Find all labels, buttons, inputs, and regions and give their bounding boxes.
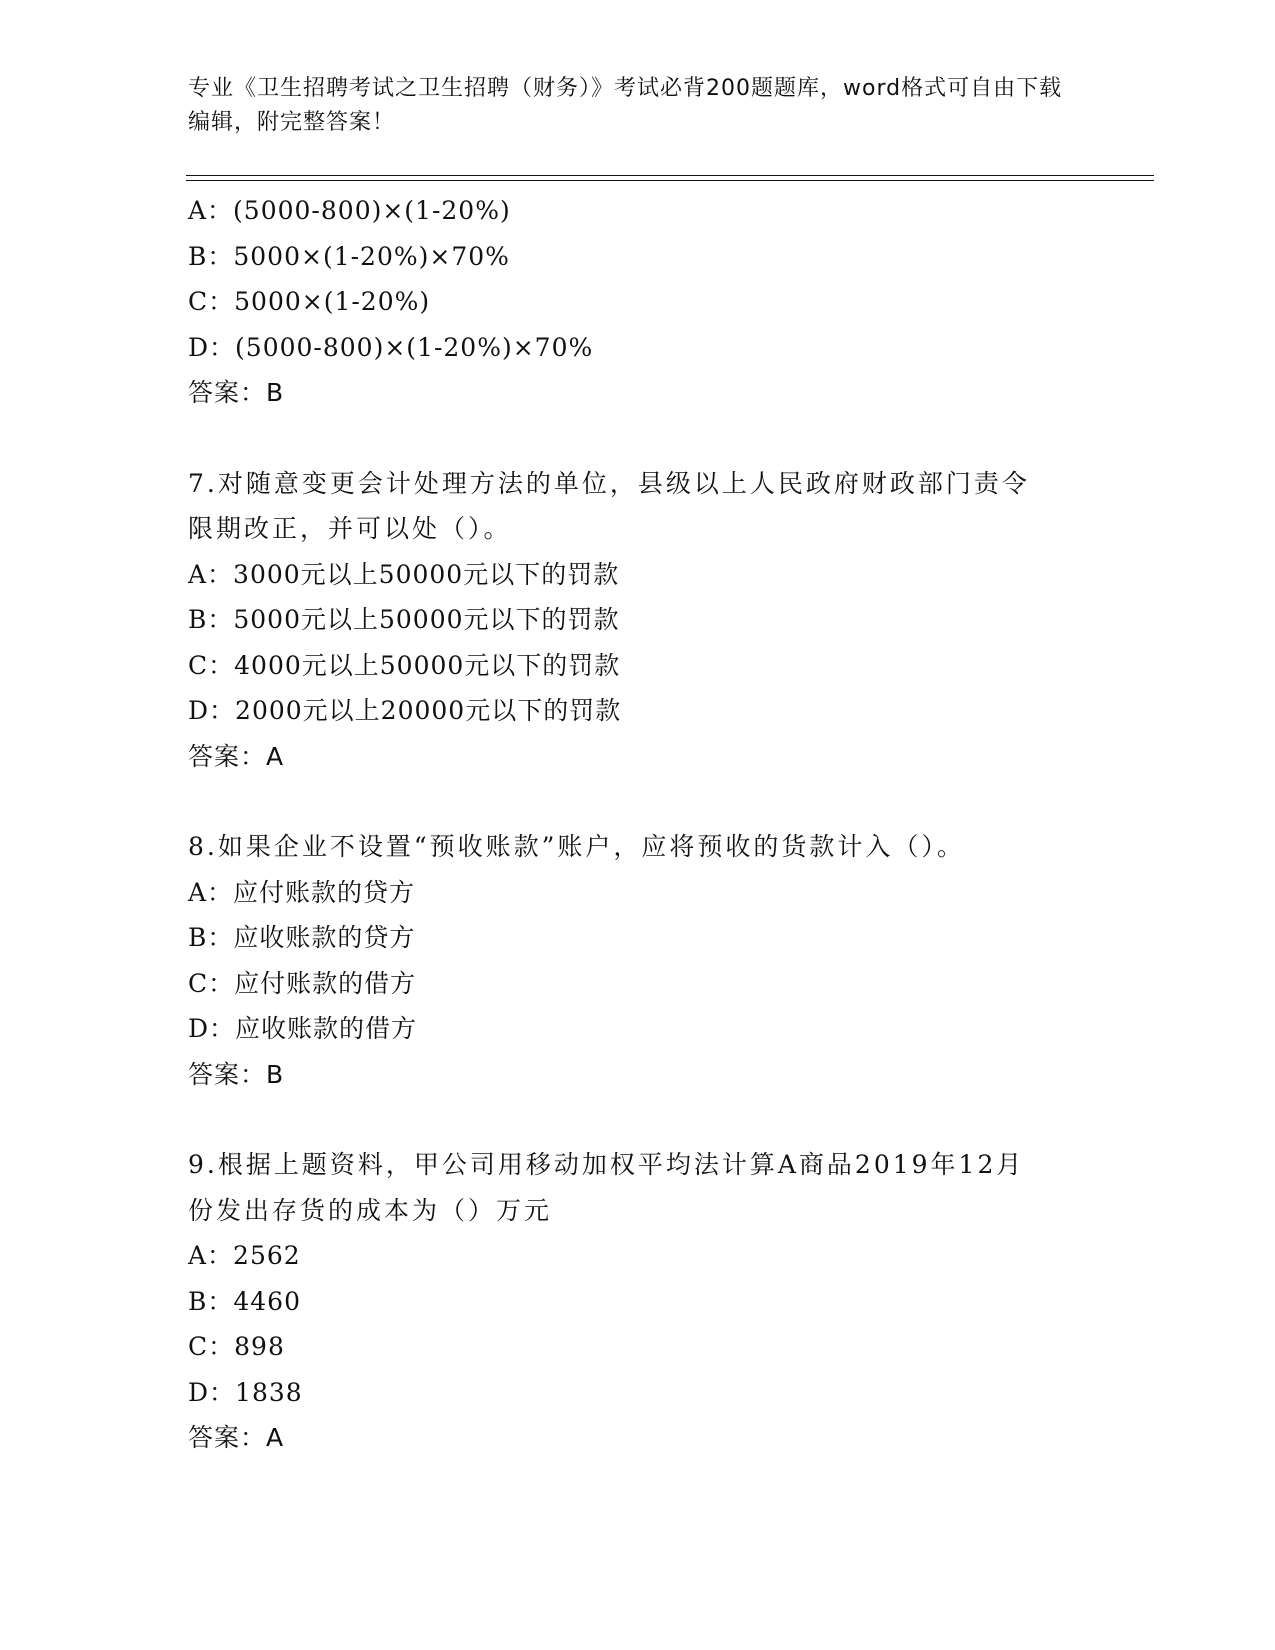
option-a: A：(5000-800)×(1-20%) [188, 196, 511, 225]
option-d: D：1838 [188, 1377, 303, 1407]
option-c: C：5000×(1-20%) [188, 287, 431, 316]
question-stem: 9.根据上题资料，甲公司用移动加权平均法计算A商品2019年12月份发出存货的成本为（）万元 [188, 1150, 1025, 1225]
question-stem: 8.如果企业不设置“预收账款”账户，应将预收的货款计入（）。 [188, 832, 965, 861]
option-b: B：4460 [188, 1286, 301, 1316]
option-a: A：应付账款的贷方 [188, 877, 416, 907]
answer: 答案：A [188, 1423, 285, 1452]
spacer [188, 779, 1148, 824]
option-d: D：(5000-800)×(1-20%)×70% [188, 332, 594, 362]
option-a: A：3000元以上50000元以下的罚款 [188, 559, 620, 589]
header-divider-bottom [186, 180, 1154, 181]
option-c: C：898 [188, 1332, 285, 1361]
header-divider-top [186, 175, 1154, 176]
question-list [188, 188, 1148, 1461]
question-7 [188, 461, 1148, 780]
question-6 [188, 188, 1148, 416]
option-d: D：应收账款的借方 [188, 1014, 418, 1043]
option-b: B：应收账款的贷方 [188, 923, 416, 952]
option-b: B：5000×(1-20%)×70% [188, 241, 510, 271]
question-8 [188, 824, 1148, 1097]
question-9 [188, 1142, 1148, 1461]
option-b: B：5000元以上50000元以下的罚款 [188, 605, 620, 634]
answer: 答案：B [188, 378, 285, 407]
option-c: C：4000元以上50000元以下的罚款 [188, 650, 621, 680]
spacer [188, 416, 1148, 461]
option-c: C：应付账款的借方 [188, 968, 417, 998]
answer: 答案：A [188, 741, 285, 771]
document-header: 专业《卫生招聘考试之卫生招聘（财务）》考试必背200题题库，word格式可自由下载编辑，附完整答案！ [188, 76, 1063, 135]
answer: 答案：B [188, 1059, 285, 1089]
option-a: A：2562 [188, 1241, 301, 1270]
option-d: D：2000元以上20000元以下的罚款 [188, 696, 622, 725]
question-stem: 7.对随意变更会计处理方法的单位，县级以上人民政府财政部门责令限期改正，并可以处（）。 [188, 468, 1030, 543]
spacer [188, 1097, 1148, 1142]
